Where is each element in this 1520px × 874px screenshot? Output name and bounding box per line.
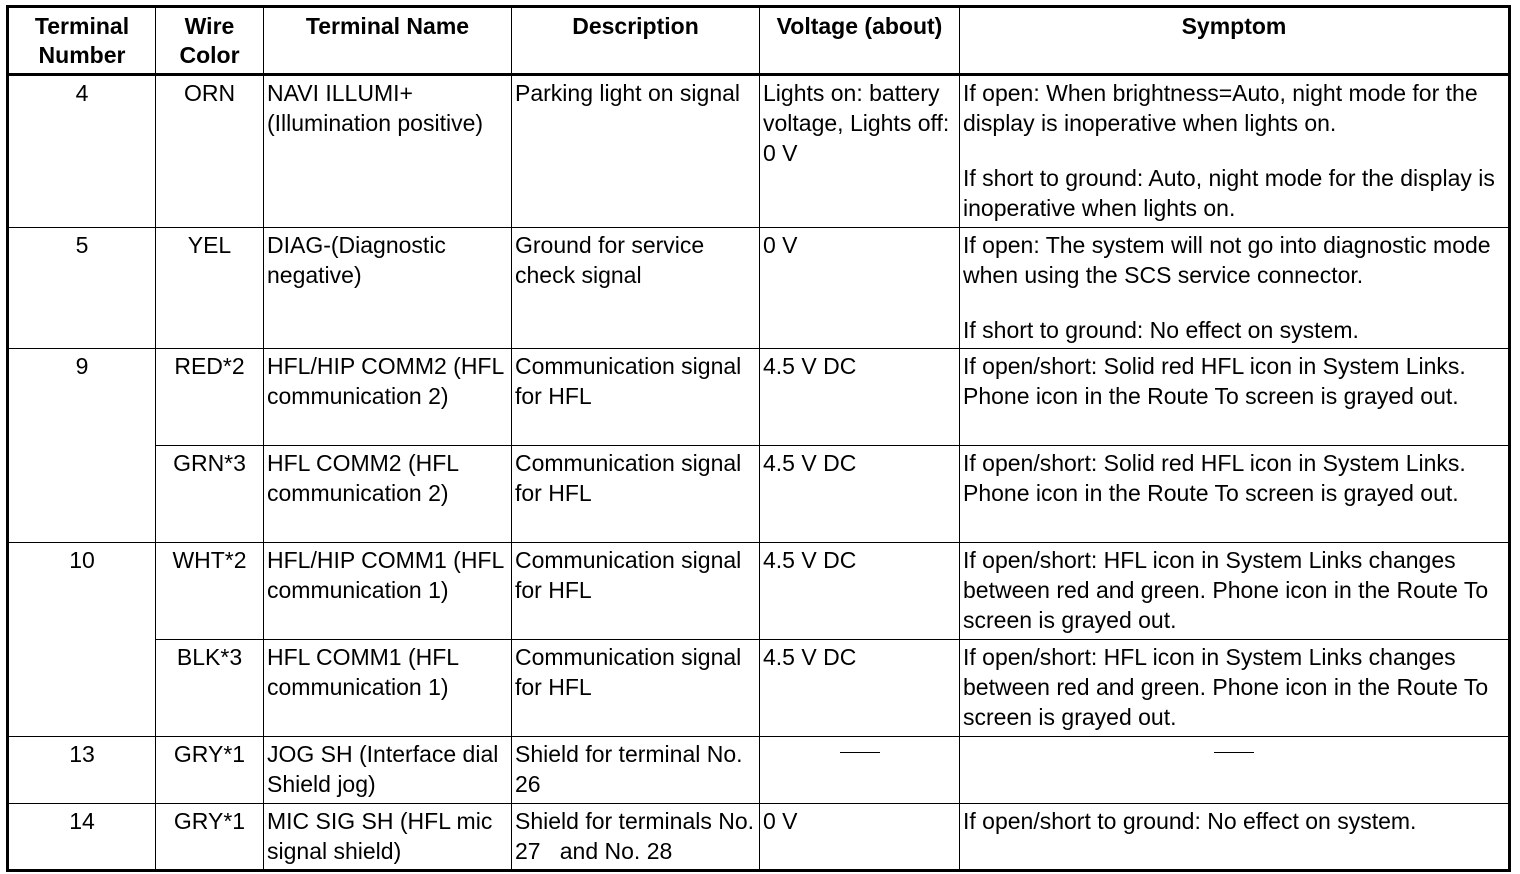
description-cell: Shield for terminal No. 26 (512, 737, 760, 804)
table-row (8, 75, 1510, 228)
symptom-short: If short to ground: No effect on system. (963, 317, 1359, 343)
wire-color-cell: RED*2 (156, 349, 264, 446)
symptom-cell: If open/short: Solid red HFL icon in System Links. Phone icon in the Route To screen is grayed out. (960, 446, 1510, 543)
terminal-number-cell: 10 (8, 543, 156, 737)
header-wire-color: Wire Color (156, 7, 264, 75)
description-cell: Communication signal for HFL (512, 349, 760, 446)
wire-color-cell: GRY*1 (156, 804, 264, 871)
terminal-table-container (6, 5, 1511, 872)
voltage-cell: 0 V (760, 804, 960, 871)
voltage-cell (760, 737, 960, 804)
wire-color-cell: ORN (156, 75, 264, 228)
description-cell: Communication signal for HFL (512, 543, 760, 640)
voltage-cell: 4.5 V DC (760, 640, 960, 737)
terminal-name-cell: NAVI ILLUMI+ (Illumination positive) (264, 75, 512, 228)
terminal-name-cell: HFL COMM1 (HFL communication 1) (264, 640, 512, 737)
dash-mark (840, 752, 880, 753)
voltage-cell: Lights on: battery voltage, Lights off: 0 V (760, 75, 960, 228)
voltage-cell: 4.5 V DC (760, 543, 960, 640)
wire-color-cell: YEL (156, 228, 264, 349)
voltage-cell: 0 V (760, 228, 960, 349)
terminal-name-cell: HFL COMM2 (HFL communication 2) (264, 446, 512, 543)
header-terminal-name: Terminal Name (264, 7, 512, 75)
table-row (8, 804, 1510, 871)
header-symptom: Symptom (960, 7, 1510, 75)
description-cell: Communication signal for HFL (512, 446, 760, 543)
wire-color-cell: BLK*3 (156, 640, 264, 737)
table-row (8, 543, 1510, 640)
terminal-name-cell: HFL/HIP COMM1 (HFL communication 1) (264, 543, 512, 640)
symptom-cell: If open/short to ground: No effect on system. (960, 804, 1510, 871)
table-row (8, 737, 1510, 804)
description-cell: Parking light on signal (512, 75, 760, 228)
terminal-number-cell: 14 (8, 804, 156, 871)
symptom-cell (960, 737, 1510, 804)
terminal-number-cell: 4 (8, 75, 156, 228)
terminal-number-cell: 5 (8, 228, 156, 349)
table-row (8, 349, 1510, 446)
symptom-cell (960, 228, 1510, 349)
symptom-short: If short to ground: Auto, night mode for the display is inoperative when lights on. (963, 165, 1495, 221)
description-cell: Communication signal for HFL (512, 640, 760, 737)
terminal-name-cell: MIC SIG SH (HFL mic signal shield) (264, 804, 512, 871)
header-row (8, 7, 1510, 75)
table-row (8, 640, 1510, 737)
symptom-cell: If open/short: HFL icon in System Links changes between red and green. Phone icon in the Route To screen is grayed out. (960, 640, 1510, 737)
wire-color-cell: WHT*2 (156, 543, 264, 640)
dash-mark (1214, 752, 1254, 753)
wire-color-cell: GRY*1 (156, 737, 264, 804)
table-row (8, 446, 1510, 543)
table-row (8, 228, 1510, 349)
terminal-number-cell: 9 (8, 349, 156, 543)
voltage-cell: 4.5 V DC (760, 349, 960, 446)
description-cell: Shield for terminals No. 27 and No. 28 (512, 804, 760, 871)
symptom-open: If open: When brightness=Auto, night mode for the display is inoperative when lights on. (963, 80, 1478, 136)
symptom-cell: If open/short: Solid red HFL icon in System Links. Phone icon in the Route To screen is grayed out. (960, 349, 1510, 446)
symptom-cell: If open/short: HFL icon in System Links changes between red and green. Phone icon in the Route To screen is grayed out. (960, 543, 1510, 640)
header-voltage: Voltage (about) (760, 7, 960, 75)
voltage-cell: 4.5 V DC (760, 446, 960, 543)
header-terminal-number: Terminal Number (8, 7, 156, 75)
terminal-table (6, 5, 1511, 872)
terminal-name-cell: DIAG-(Diagnostic negative) (264, 228, 512, 349)
header-description: Description (512, 7, 760, 75)
symptom-open: If open: The system will not go into diagnostic mode when using the SCS service connector. (963, 232, 1491, 288)
wire-color-cell: GRN*3 (156, 446, 264, 543)
terminal-name-cell: JOG SH (Interface dial Shield jog) (264, 737, 512, 804)
terminal-name-cell: HFL/HIP COMM2 (HFL communication 2) (264, 349, 512, 446)
symptom-cell (960, 75, 1510, 228)
terminal-number-cell: 13 (8, 737, 156, 804)
description-cell: Ground for service check signal (512, 228, 760, 349)
